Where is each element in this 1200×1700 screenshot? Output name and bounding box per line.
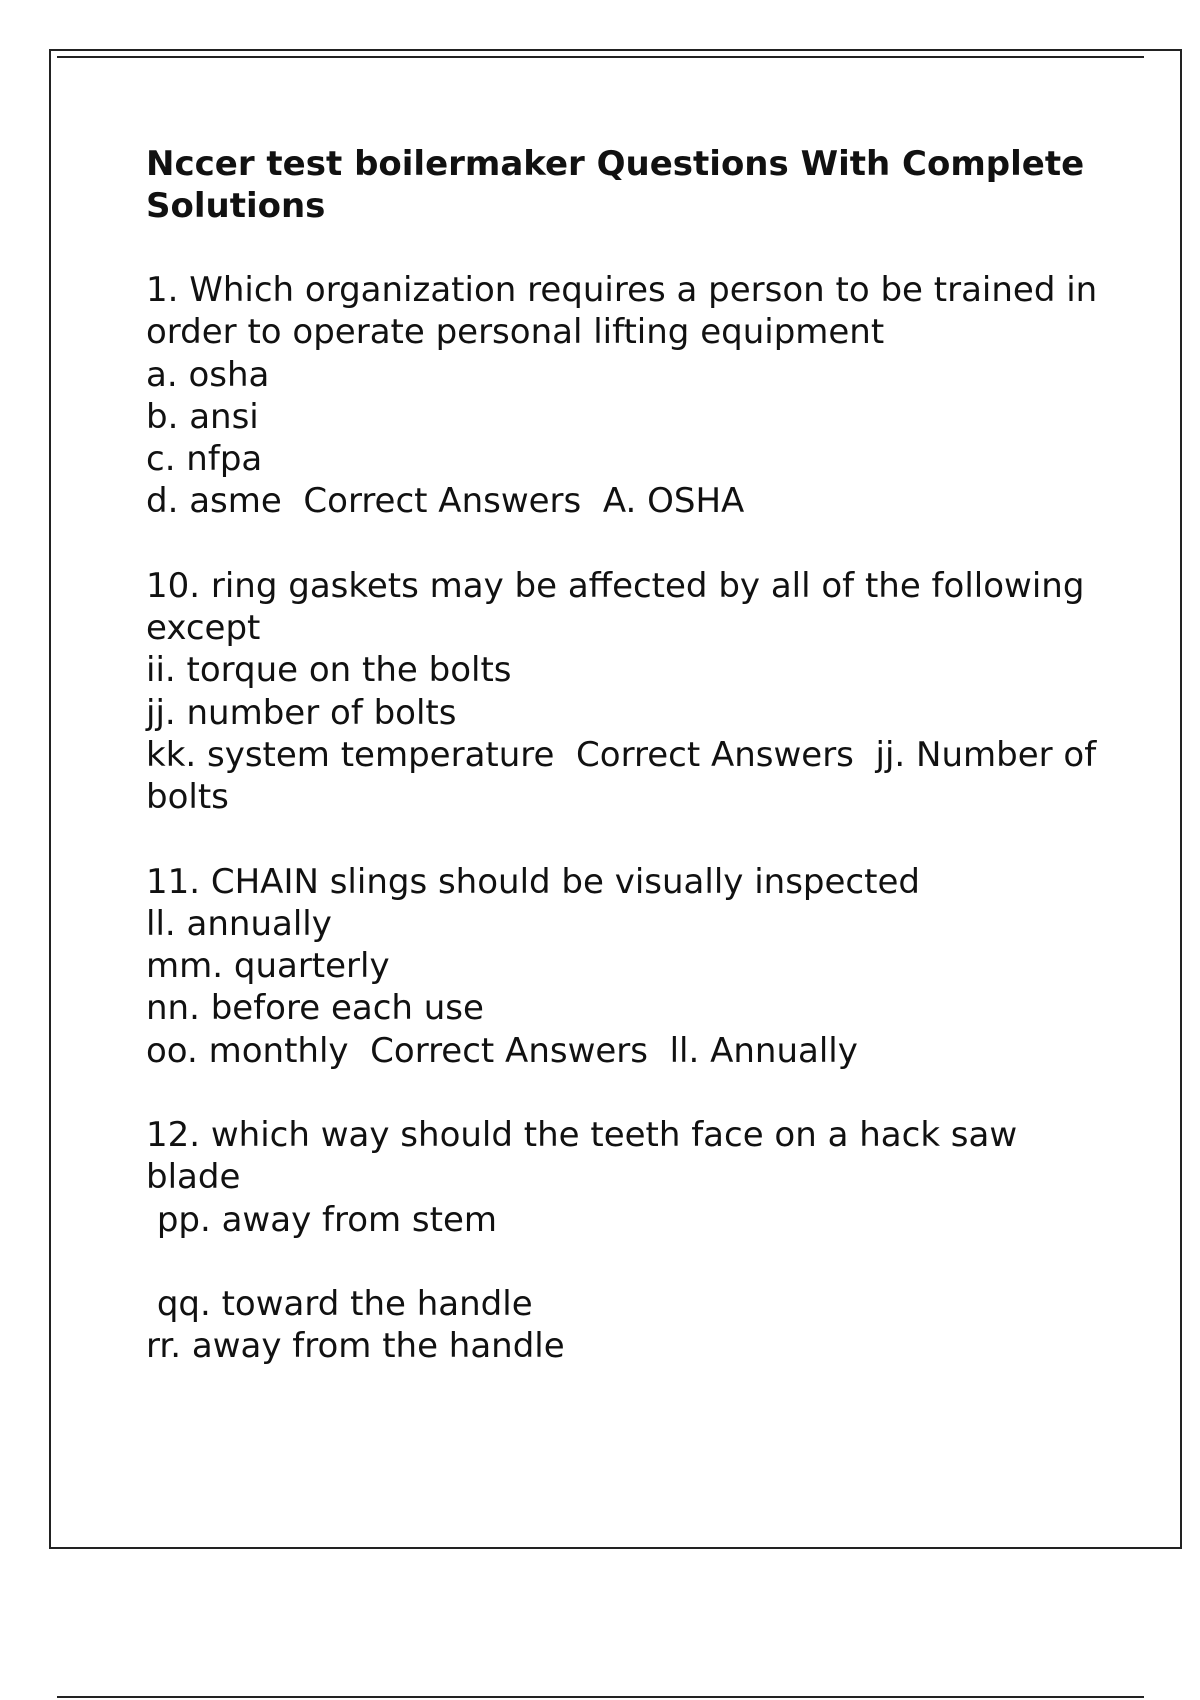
question-11 bbox=[146, 861, 1106, 1072]
question-stem: 10. ring gaskets may be affected by all of the following except bbox=[146, 565, 1096, 649]
option: pp. away from stem bbox=[146, 1199, 498, 1240]
option: rr. away from the handle bbox=[146, 1326, 565, 1367]
blank-line bbox=[146, 1241, 1106, 1283]
bottom-rule bbox=[57, 1696, 1144, 1698]
option: mm. quarterly bbox=[146, 946, 390, 987]
option-with-answer: oo. monthly Correct Answers ll. Annually bbox=[146, 1030, 858, 1071]
option: a. osha bbox=[146, 354, 270, 395]
option: nn. before each use bbox=[146, 988, 484, 1029]
option: ii. torque on the bolts bbox=[146, 650, 512, 691]
option-with-answer: d. asme Correct Answers A. OSHA bbox=[146, 481, 745, 522]
question-12 bbox=[146, 1114, 1106, 1367]
question-1 bbox=[146, 269, 1109, 523]
option: jj. number of bolts bbox=[146, 692, 457, 733]
option: ll. annually bbox=[146, 903, 332, 944]
option: c. nfpa bbox=[146, 439, 263, 480]
document-body bbox=[146, 143, 1109, 1410]
question-10 bbox=[146, 565, 1106, 819]
question-stem: 1. Which organization requires a person to be trained in order to operate personal lifting equipment bbox=[146, 270, 1109, 353]
question-stem: 12. which way should the teeth face on a hack saw blade bbox=[146, 1115, 1028, 1198]
option: b. ansi bbox=[146, 396, 259, 437]
document-title: Nccer test boilermaker Questions With Complete Solutions bbox=[146, 144, 1085, 226]
option-with-answer: kk. system temperature Correct Answers jj. Number of bolts bbox=[146, 734, 1107, 818]
top-rule bbox=[57, 56, 1144, 58]
question-stem: 11. CHAIN slings should be visually inspected bbox=[146, 861, 920, 902]
option: qq. toward the handle bbox=[146, 1283, 533, 1324]
